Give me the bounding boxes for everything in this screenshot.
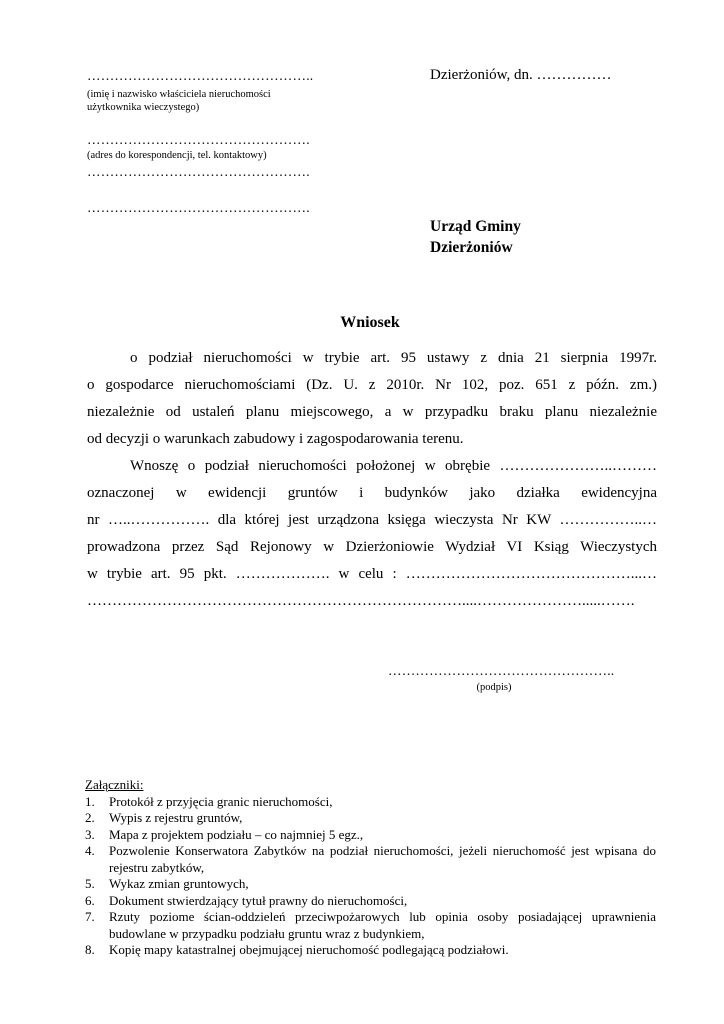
address-caption: (adres do korespondencji, tel. kontaktowy) [87, 150, 267, 161]
p1-line-4: od decyzji o warunkach zabudowy i zagospodarowania terenu. [87, 431, 464, 447]
p2-line-3: nr …..……………. dla której jest urządzona księga wieczysta Nr KW ……………..… [87, 512, 657, 528]
owner-name-line: ………………………………………….. [87, 68, 314, 83]
item-number: 4. [85, 843, 95, 858]
signature-caption: (podpis) [476, 682, 512, 693]
address-line-3: …………………………………………. [87, 200, 310, 215]
p2-line-4: prowadzona przez Sąd Rejonowy w Dzierżoniowie Wydział VI Ksiąg Wieczystych [87, 539, 657, 555]
item-text: Mapa z projektem podziału – co najmniej 5 egz., [109, 826, 364, 842]
p2-line-2: oznaczonej w ewidencji gruntów i budynków jako działka ewidencyjna [87, 485, 657, 501]
item-number: 6. [85, 892, 95, 908]
item-text: Rzuty poziome ścian-oddzieleń przeciwpożarowych lub opinia osoby posiadającej uprawnienia budowlane w przypadku podziału gruntu wraz z budynkiem, [109, 909, 656, 941]
item-text: Pozwolenie Konserwatora Zabytków na podział nieruchomości, jeżeli nieruchomość jest wpisana do rejestru zabytków, [109, 843, 656, 875]
item-text: Dokument stwierdzający tytuł prawny do nieruchomości, [109, 892, 408, 908]
item-number: 5. [85, 876, 95, 891]
list-item [85, 942, 656, 959]
item-text: Kopię mapy katastralnej obejmującej nieruchomość podlegającą podziałowi. [109, 942, 509, 957]
recipient-address [430, 216, 521, 258]
recipient-line-2: Dzierżoniów [430, 239, 513, 256]
attachments-title: Załączniki: [85, 777, 144, 792]
owner-caption-1: (imię i nazwisko właściciela nieruchomości [87, 89, 271, 100]
list-item [85, 843, 656, 876]
list-item [85, 827, 656, 844]
item-number: 2. [85, 810, 95, 825]
p1-line-3: niezależnie od ustaleń planu miejscowego, a w przypadku braku planu niezależnie [87, 404, 657, 420]
item-text: Wypis z rejestru gruntów, [109, 810, 243, 825]
address-line: …………………………………………. [87, 132, 310, 147]
list-item [85, 876, 656, 893]
recipient-line-1: Urząd Gminy [430, 218, 521, 235]
document-title: Wniosek [340, 314, 400, 331]
p2-line-1: Wnoszę o podział nieruchomości położonej w obrębie …………………..……… [130, 458, 657, 474]
item-text: Wykaz zmian gruntowych, [109, 876, 249, 891]
list-item [85, 893, 656, 910]
address-line-2: …………………………………………. [87, 164, 310, 179]
list-item [85, 794, 656, 811]
p2-line-6: …………………………………………………………………....………………….....……. [87, 593, 635, 609]
p1-line-2: o gospodarce nieruchomościami (Dz. U. z 2010r. Nr 102, poz. 651 z późn. zm.) [87, 377, 657, 393]
item-number: 8. [85, 942, 95, 957]
p2-line-5: w trybie art. 95 pkt. ………………. w celu : ………………………………………...… [87, 566, 657, 582]
attachments [85, 777, 656, 959]
item-text: Protokół z przyjęcia granic nieruchomości, [109, 793, 333, 809]
owner-caption-2: użytkownika wieczystego) [87, 102, 200, 113]
item-number: 7. [85, 909, 95, 924]
list-item [85, 909, 656, 942]
list-item [85, 810, 656, 827]
attachments-list [85, 794, 656, 959]
place-date: Dzierżoniów, dn. …………… [430, 67, 612, 83]
request-body [87, 345, 657, 615]
item-number: 1. [85, 793, 95, 809]
item-number: 3. [85, 826, 95, 842]
p1-line-1: o podział nieruchomości w trybie art. 95 ustawy z dnia 21 sierpnia 1997r. [130, 350, 657, 366]
signature-line: ………………………………………….. [388, 663, 615, 678]
